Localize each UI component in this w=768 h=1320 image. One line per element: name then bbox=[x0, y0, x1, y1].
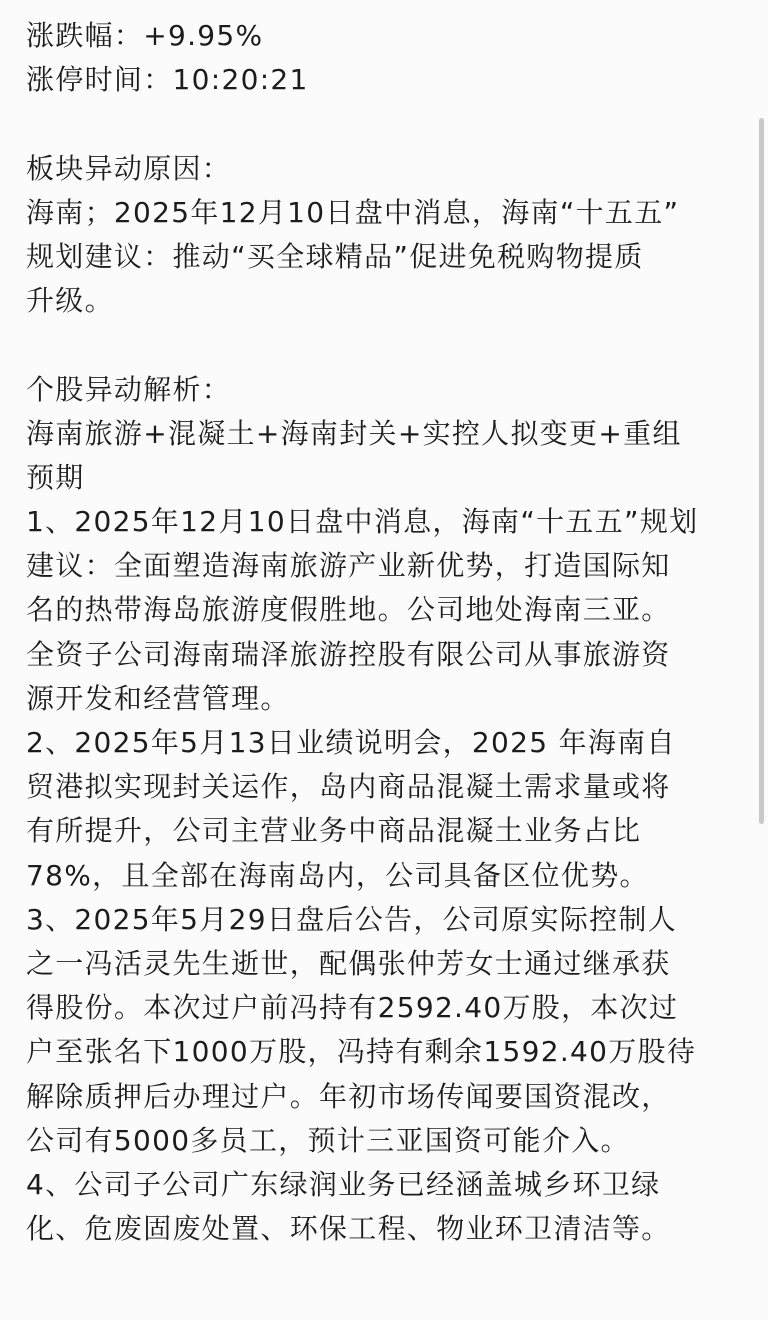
point-3-line: 解除质押后办理过户。年初市场传闻要国资混改， bbox=[26, 1079, 671, 1113]
point-2-line: 78%，且全部在海南岛内，公司具备区位优势。 bbox=[26, 858, 649, 892]
point-4-line: 4、公司子公司广东绿润业务已经涵盖城乡环卫绿 bbox=[26, 1167, 661, 1201]
scrollbar-thumb[interactable] bbox=[759, 118, 764, 824]
point-3-line: 户至张名下1000万股，冯持有剩余1592.40万股待 bbox=[26, 1035, 697, 1069]
sector-reason-line: 升级。 bbox=[26, 284, 114, 318]
sector-reason-line: 规划建议：推动“买全球精品”促进免税购物提质 bbox=[26, 239, 644, 273]
stock-analysis-heading: 个股异动解析： bbox=[26, 372, 232, 406]
paragraph-gap bbox=[26, 323, 744, 367]
point-1-line: 源开发和经营管理。 bbox=[26, 681, 290, 715]
point-1-line: 1、2025年12月10日盘中消息，海南“十五五”规划 bbox=[26, 505, 699, 539]
sector-reason-line: 海南；2025年12月10日盘中消息，海南“十五五” bbox=[26, 195, 680, 229]
point-3-line: 3、2025年5月29日盘后公告，公司原实际控制人 bbox=[26, 902, 678, 936]
article-body bbox=[26, 14, 744, 1251]
point-4-line: 化、危废固废处置、环保工程、物业环卫清洁等。 bbox=[26, 1212, 671, 1246]
point-1-line: 建议：全面塑造海南旅游产业新优势，打造国际知 bbox=[26, 549, 671, 583]
paragraph-gap bbox=[26, 102, 744, 146]
change-percent-line: 涨跌幅：+9.95% bbox=[26, 19, 264, 52]
stock-tags-line: 海南旅游+混凝土+海南封关+实控人拟变更+重组 bbox=[26, 416, 682, 450]
limit-up-time-line: 涨停时间：10:20:21 bbox=[26, 63, 309, 97]
point-2-line: 有所提升，公司主营业务中商品混凝土业务占比 bbox=[26, 814, 642, 848]
point-3-line: 之一冯活灵先生逝世，配偶张仲芳女士通过继承获 bbox=[26, 946, 671, 980]
sector-reason-heading: 板块异动原因： bbox=[26, 151, 232, 185]
point-1-line: 全资子公司海南瑞泽旅游控股有限公司从事旅游资 bbox=[26, 637, 671, 671]
point-2-line: 2、2025年5月13日业绩说明会，2025 年海南自 bbox=[26, 726, 676, 759]
point-1-line: 名的热带海岛旅游度假胜地。公司地处海南三亚。 bbox=[26, 593, 671, 627]
point-3-line: 公司有5000多员工，预计三亚国资可能介入。 bbox=[26, 1123, 630, 1157]
point-3-line: 得股份。本次过户前冯持有2592.40万股，本次过 bbox=[26, 991, 679, 1025]
point-2-line: 贸港拟实现封关运作，岛内商品混凝土需求量或将 bbox=[26, 770, 671, 804]
stock-tags-line: 预期 bbox=[26, 460, 85, 494]
